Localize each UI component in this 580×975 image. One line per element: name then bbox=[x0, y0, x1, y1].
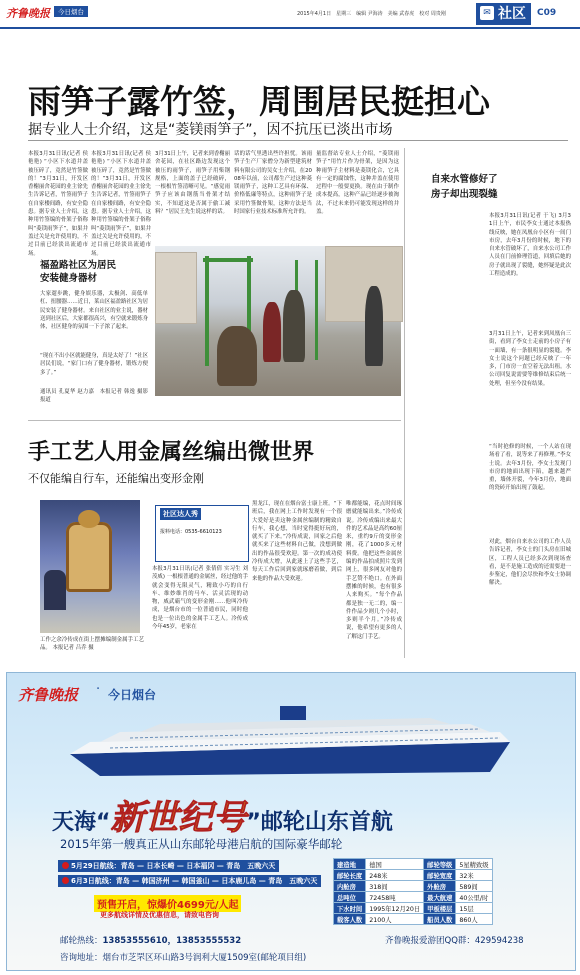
spec-row bbox=[334, 859, 493, 870]
spec-row bbox=[334, 892, 493, 903]
spec-key: 船员人数 bbox=[424, 914, 456, 925]
photo-metal-transformer bbox=[40, 500, 140, 633]
spec-key: 邮轮宽度 bbox=[424, 870, 456, 881]
ad-headline-part2: ”邮轮山东首航 bbox=[246, 810, 393, 835]
section-name: 社区 bbox=[498, 6, 526, 22]
page-number: C09 bbox=[537, 8, 557, 18]
spec-key: 外舱房 bbox=[424, 881, 456, 892]
spec-value: 15层 bbox=[456, 903, 492, 914]
route-dot-icon bbox=[62, 862, 69, 869]
side-story-quote: “现在不出小区就能健身，真是太好了！”社区居民们说，“家门口有了健身器材，锻炼方便多了。” bbox=[40, 353, 149, 376]
spec-key: 下水时间 bbox=[334, 903, 366, 914]
spec-row bbox=[334, 881, 493, 892]
ad-hotline bbox=[60, 934, 241, 946]
spec-key: 总吨位 bbox=[334, 892, 366, 903]
price-note: 更多航线详情及优惠信息，请致电咨询 bbox=[100, 911, 219, 919]
address-text: 烟台市芝罘区环山路3号润利大厦1509室(邮轮项目组) bbox=[102, 953, 307, 963]
spec-value: 1995年12月20日 bbox=[366, 903, 424, 914]
spec-key: 建造地 bbox=[334, 859, 366, 870]
story2-headline: 手工艺人用金属丝编出微世界 bbox=[28, 440, 315, 465]
address-label: 咨询地址： bbox=[60, 953, 103, 963]
photo2-caption: 工作之余冷传成在街上摆摊编制金属手工艺品。 本报记者 吕乔 摄 bbox=[40, 637, 144, 652]
side-story-title bbox=[40, 259, 116, 285]
hotline-label: 邮轮热线： bbox=[60, 936, 103, 946]
header-rule bbox=[0, 27, 580, 29]
route-6-3 bbox=[58, 875, 321, 887]
sidebar-body-2: 3月31日上午，记者来到凤凰台三街，看到了李女士走前的小房子有一面墙，有一条很明显的裂缝。李女士说这个问题已经反映了一年多，门市房一直空着无法出租。水公司回复说需要等维修结束后统一处理，但至今没有结果。 bbox=[489, 331, 571, 387]
lead-column-2: 3月31日上午，记者来到香榭丽舍花园，在社区路边发现这个被压的雨笋子，雨笋子用柴钢规格，上面的盖子已经破碎，一根根竹签清晰可见。“感觉雨笋子应该由钢筋当骨架才结实，不知道这是否属于偷工减料？”居民王先生说这样的话。 bbox=[155, 151, 230, 216]
spec-key: 邮轮长度 bbox=[334, 870, 366, 881]
lead-column-4: 量监督站专业人士介绍，“菱镁雨笋子”用竹片作为骨架，是因为这种雨笋子主材料是菱镁化合，它具有一定的腐蚀性，这种井盖在使用过程中一般要更换。现在由于制作成本提高，这种产品已经逐步被淘汰，不过未来仍可能发现这样的井盖。 bbox=[316, 151, 399, 216]
sidebar-divider bbox=[404, 148, 405, 658]
sidebar-title-1: 自来水管修好了 bbox=[431, 174, 498, 185]
spec-key: 内舱房 bbox=[334, 881, 366, 892]
edition-tag: 今日烟台 bbox=[54, 6, 88, 17]
side-story-title-2: 安装健身器材 bbox=[40, 273, 98, 284]
route-dot-icon bbox=[62, 877, 69, 884]
spec-row bbox=[334, 903, 493, 914]
date-editor-line: 2015年4月1日 星期三 编辑 尹海涛 美编 武春虎 校对 周贵刚 bbox=[297, 11, 446, 17]
lead-headline: 雨笋子露竹签，周围居民挺担心 bbox=[28, 82, 490, 121]
spec-key: 邮轮等级 bbox=[424, 859, 456, 870]
masthead: 齐鲁晚报 bbox=[6, 7, 50, 20]
story2-column-3: 唯都能编，花点时间琢磨就能编出来。”冷传成说。冷传成编出来最大件的艺术品是高约60厘米，重约9斤的变形金刚，花了1000多元材料费。他把这些金属丝编的作品拍成照片发到网上，很多网友对他的手艺赞不绝口。在外面摆摊的时候，也有很多人来购买。“每个作品都是独一无二的，编一件作品少则几个小时，多则半个月。”冷传成说，他希望有更多的人了解这门手艺。 bbox=[346, 501, 402, 640]
spec-key: 最大航速 bbox=[424, 892, 456, 903]
route-5-29-text: 5月29日航线：青岛 — 日本长崎 — 日本福冈 — 青岛 五晚六天 bbox=[71, 862, 276, 870]
ad-qq-group: 齐鲁晚报爱游团QQ群：429594238 bbox=[385, 936, 524, 946]
lead-column-3: 话的话气里透出些许担忧。该雨笋子生产厂家僧分为新型建筑材料有限公司的吴女士介绍，在2008年以前，公司都生产过这种菱镁雨笋子，这种工艺具有环保、价格低廉等特点，这种雨笋子是采用竹签做骨架，这种方法是当时国家行业技术标准所允许的。 bbox=[234, 151, 312, 216]
spec-value: 72458吨 bbox=[366, 892, 424, 903]
side-story-title-1: 福盈路社区为居民 bbox=[40, 260, 117, 271]
ad-separator: · bbox=[96, 682, 101, 697]
lead-subhead: 据专业人士介绍，这是“菱镁雨笋子”，因不抗压已淡出市场 bbox=[28, 122, 393, 138]
ad-headline-part1: 天海“ bbox=[52, 810, 111, 835]
hotline-number: 13853555610，13853555532 bbox=[102, 936, 242, 946]
sidebar-body-1: 本报3月31日讯(记者 于飞) 3月31日上午，市民李女士通过本报热线反映，她在凤凰台小区有一间门市房，去年3月份的时候，地下的自来水管破坏了，自来水公司工作人员在门前修理管道，回填后她的房子就出现了裂缝，她怀疑是此次工程造成的。 bbox=[489, 213, 571, 278]
column-badge-phone: 报料电话：0535-6610123 bbox=[160, 529, 222, 535]
spec-value: 2100人 bbox=[366, 914, 424, 925]
column-badge-title: 社区达人秀 bbox=[160, 508, 201, 520]
spec-key: 载客人数 bbox=[334, 914, 366, 925]
section-icon: ✉ bbox=[480, 6, 494, 20]
spec-value: 318间 bbox=[366, 881, 424, 892]
spec-value: 5星精致级 bbox=[456, 859, 492, 870]
story2-subhead: 不仅能编自行车，还能编出变形金刚 bbox=[28, 472, 204, 485]
route-5-29 bbox=[58, 860, 279, 872]
sidebar-body-3: “当时抢修的时候，一个人站在现场看了看，说等来了再修理。”李女士说。去年3月份，李女士发现门市房的地面出现下陷，越来越严重，墙体开裂，今年3月份，地面的瓷砖开始出现了鼓起。 bbox=[489, 444, 571, 492]
spec-key: 甲板楼层 bbox=[424, 903, 456, 914]
sidebar-body-4: 对此，烟台自来水公司的工作人员告诉记者，李女士的门头房在旧城区，工程人员已经多次到现场查看，是不是施工造成的还需要进一步鉴定，他们会尽快和李女士协调解决。 bbox=[489, 539, 571, 587]
ad-masthead: 齐鲁晚报 bbox=[18, 686, 79, 704]
divider bbox=[28, 140, 568, 141]
spec-value: 德国 bbox=[366, 859, 424, 870]
spec-row bbox=[334, 914, 493, 925]
spec-value: 40公里/时 bbox=[456, 892, 492, 903]
ad-edition: 今日烟台 bbox=[108, 688, 157, 702]
ship-illustration bbox=[30, 702, 550, 780]
ad-headline-ship-name: 新世纪号 bbox=[110, 798, 247, 838]
ship-spec-table bbox=[333, 858, 493, 925]
ad-address bbox=[60, 951, 306, 963]
side-story-body: 大家遛步跳，健身娱乐器，太极剑、高低单杠、扭腰器……近日，莱山区福盈路社区为居民安装了健身器材。来自社区的业主说，器材送到社区后，大家都很高兴，有空就来锻炼身体，社区健身的氛围一下子浓了起来。 bbox=[40, 291, 148, 331]
route-6-3-text: 6月3日航线：青岛 — 韩国济州 — 韩国釜山 — 日本鹿儿岛 — 青岛 五晚六天 bbox=[71, 877, 318, 885]
spec-value: 248米 bbox=[366, 870, 424, 881]
spec-value: 589间 bbox=[456, 881, 492, 892]
story2-column-1: 本报3月31日讯(记者 张倩倩 实习生 刘茂威) 一根根普通的金属丝，经过他的手就会变得无限灵气，精致小巧的自行车、维妙维肖的马车、活灵活现的动物，威武霸气的变形金刚……他叫冷传成，是烟台市的一位普通市民，同时他也是一位出色的金属手工艺人。冷传成今年45岁，老家在 bbox=[152, 566, 248, 631]
ad-subtitle: 2015年第一艘真正从山东邮轮母港启航的国际豪华邮轮 bbox=[60, 837, 343, 851]
story2-column-2: 黑龙江，现在在烟台富士康上班。“下班后，我在网上工作时发现有一个很大爱好是卖这种金属丝编制的精致自行车，我心想，当时觉得挺好玩的，就买了下来。”冷传成说，回家之后他就买来了这些材料自己做，没想到做出的作品很受欢迎。第一次的成功使冷传成大增，从此迷上了这些手艺，每天工作后回到家就琢磨着做，到后来他的作品大受欢迎。 bbox=[252, 501, 342, 582]
spec-row bbox=[334, 870, 493, 881]
spec-value: 860人 bbox=[456, 914, 492, 925]
spec-value: 32米 bbox=[456, 870, 492, 881]
price-banner: 预售开启，惊爆价4699元/人起 bbox=[94, 895, 241, 912]
lead-column-1: 本报3月31日讯(记者 侯艳艳) “小区下水道井盖被压碎了，竟然是竹签做的！”3月31日，开发区香榭丽舍花园的业主徐先生告诉记者，竹签雨笋子在自家楼间路，有安全隐患。据专业人士介绍，这种用竹签编的骨架子俗称叫“菱镁雨笋子”，如果井盖过关是允许使用的，不过目前已经淡出流通市场。 bbox=[28, 151, 88, 257]
divider bbox=[28, 420, 401, 421]
lead-column-1b: 本报3月31日讯(记者 侯艳艳) “小区下水道井盖被压碎了，竟然是竹签做的！”3月31日，开发区香榭丽舍花园的业主徐先生告诉记者，竹签雨笋子在自家楼间路，有安全隐患。据专业人士介绍，这种用竹签编的骨架子俗称叫“菱镁雨笋子”，如果井盖过关是允许使用的，不过目前已经淡出流通市场。 bbox=[91, 151, 151, 257]
sidebar-title-2: 房子却出现裂缝 bbox=[431, 189, 498, 200]
sidebar-title bbox=[431, 172, 498, 202]
side-story-credit: 通讯员 孔夏华 赵力嘉 本报记者 韩逸 摄影报道 bbox=[40, 389, 148, 404]
ad-headline bbox=[52, 790, 393, 839]
photo-residents-repair bbox=[155, 246, 401, 396]
